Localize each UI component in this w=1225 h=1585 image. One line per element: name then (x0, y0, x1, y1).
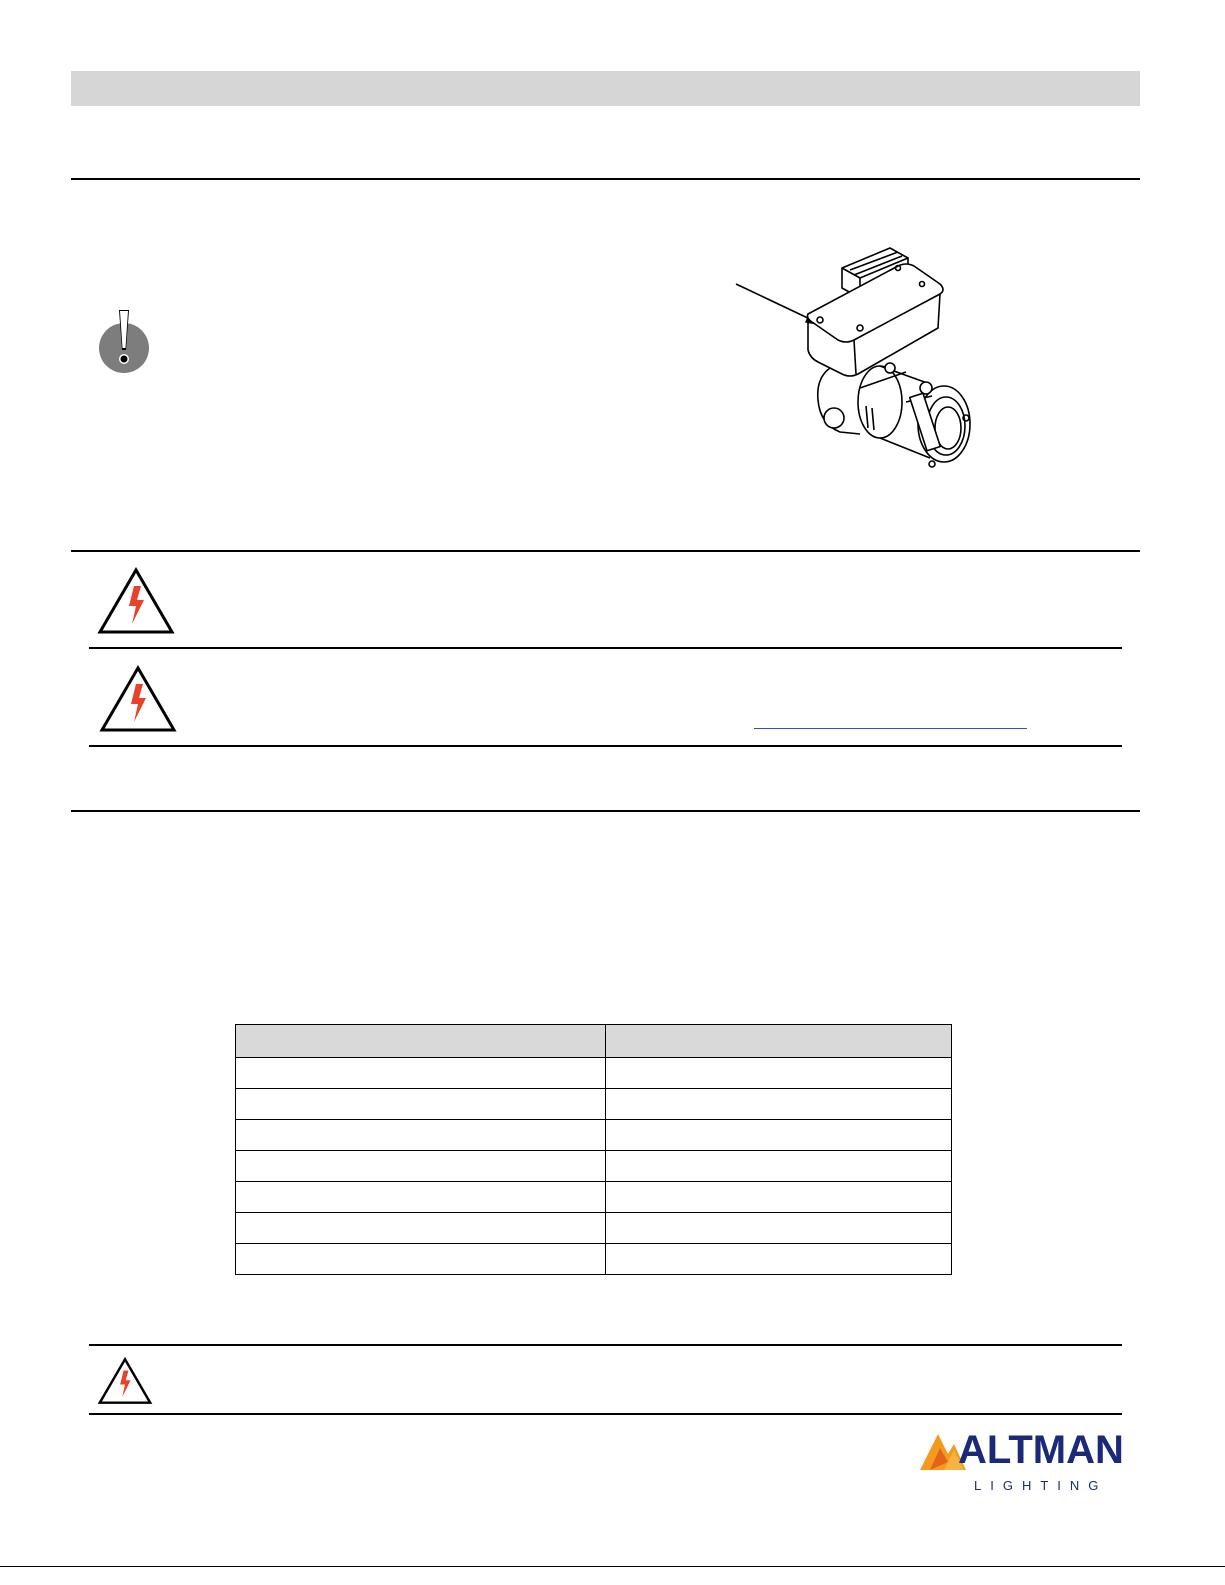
table-row (236, 1213, 952, 1244)
table-cell (606, 1151, 952, 1182)
section-divider (71, 178, 1140, 180)
high-voltage-warning-icon (98, 664, 178, 734)
header-bar (71, 71, 1140, 106)
page-bottom-rule (0, 1566, 1225, 1567)
table-cell (606, 1182, 952, 1213)
table-cell (236, 1151, 606, 1182)
table-cell (236, 1182, 606, 1213)
table-row (236, 1244, 952, 1275)
spec-table (235, 1024, 952, 1275)
high-voltage-warning-icon (96, 566, 176, 636)
table-cell (606, 1213, 952, 1244)
table-row (236, 1120, 952, 1151)
table-cell (236, 1058, 606, 1089)
table-cell (236, 1089, 606, 1120)
table-row (236, 1058, 952, 1089)
table-row (236, 1151, 952, 1182)
warning-divider (89, 745, 1122, 747)
warning-divider (89, 1344, 1122, 1346)
table-cell (236, 1213, 606, 1244)
link-underline[interactable] (754, 728, 1027, 729)
table-row (236, 1089, 952, 1120)
altman-lighting-logo (918, 1428, 1128, 1498)
high-voltage-warning-icon (97, 1356, 153, 1406)
table-cell (606, 1120, 952, 1151)
table-cell (606, 1244, 952, 1275)
warning-divider (89, 647, 1122, 649)
table-header-cell (606, 1025, 952, 1058)
table-header-cell (236, 1025, 606, 1058)
section-divider (71, 550, 1140, 552)
table-row (236, 1182, 952, 1213)
exclamation-circle-icon (97, 306, 153, 374)
warning-divider (89, 1413, 1122, 1415)
table-cell (606, 1058, 952, 1089)
table-cell (236, 1244, 606, 1275)
fixture-illustration (730, 228, 990, 478)
table-header-row (236, 1025, 952, 1058)
table-cell (236, 1120, 606, 1151)
table-cell (606, 1089, 952, 1120)
logo-wordmark: ALTMAN (958, 1428, 1124, 1472)
logo-subtitle: LIGHTING (974, 1478, 1108, 1493)
section-divider (71, 810, 1140, 812)
